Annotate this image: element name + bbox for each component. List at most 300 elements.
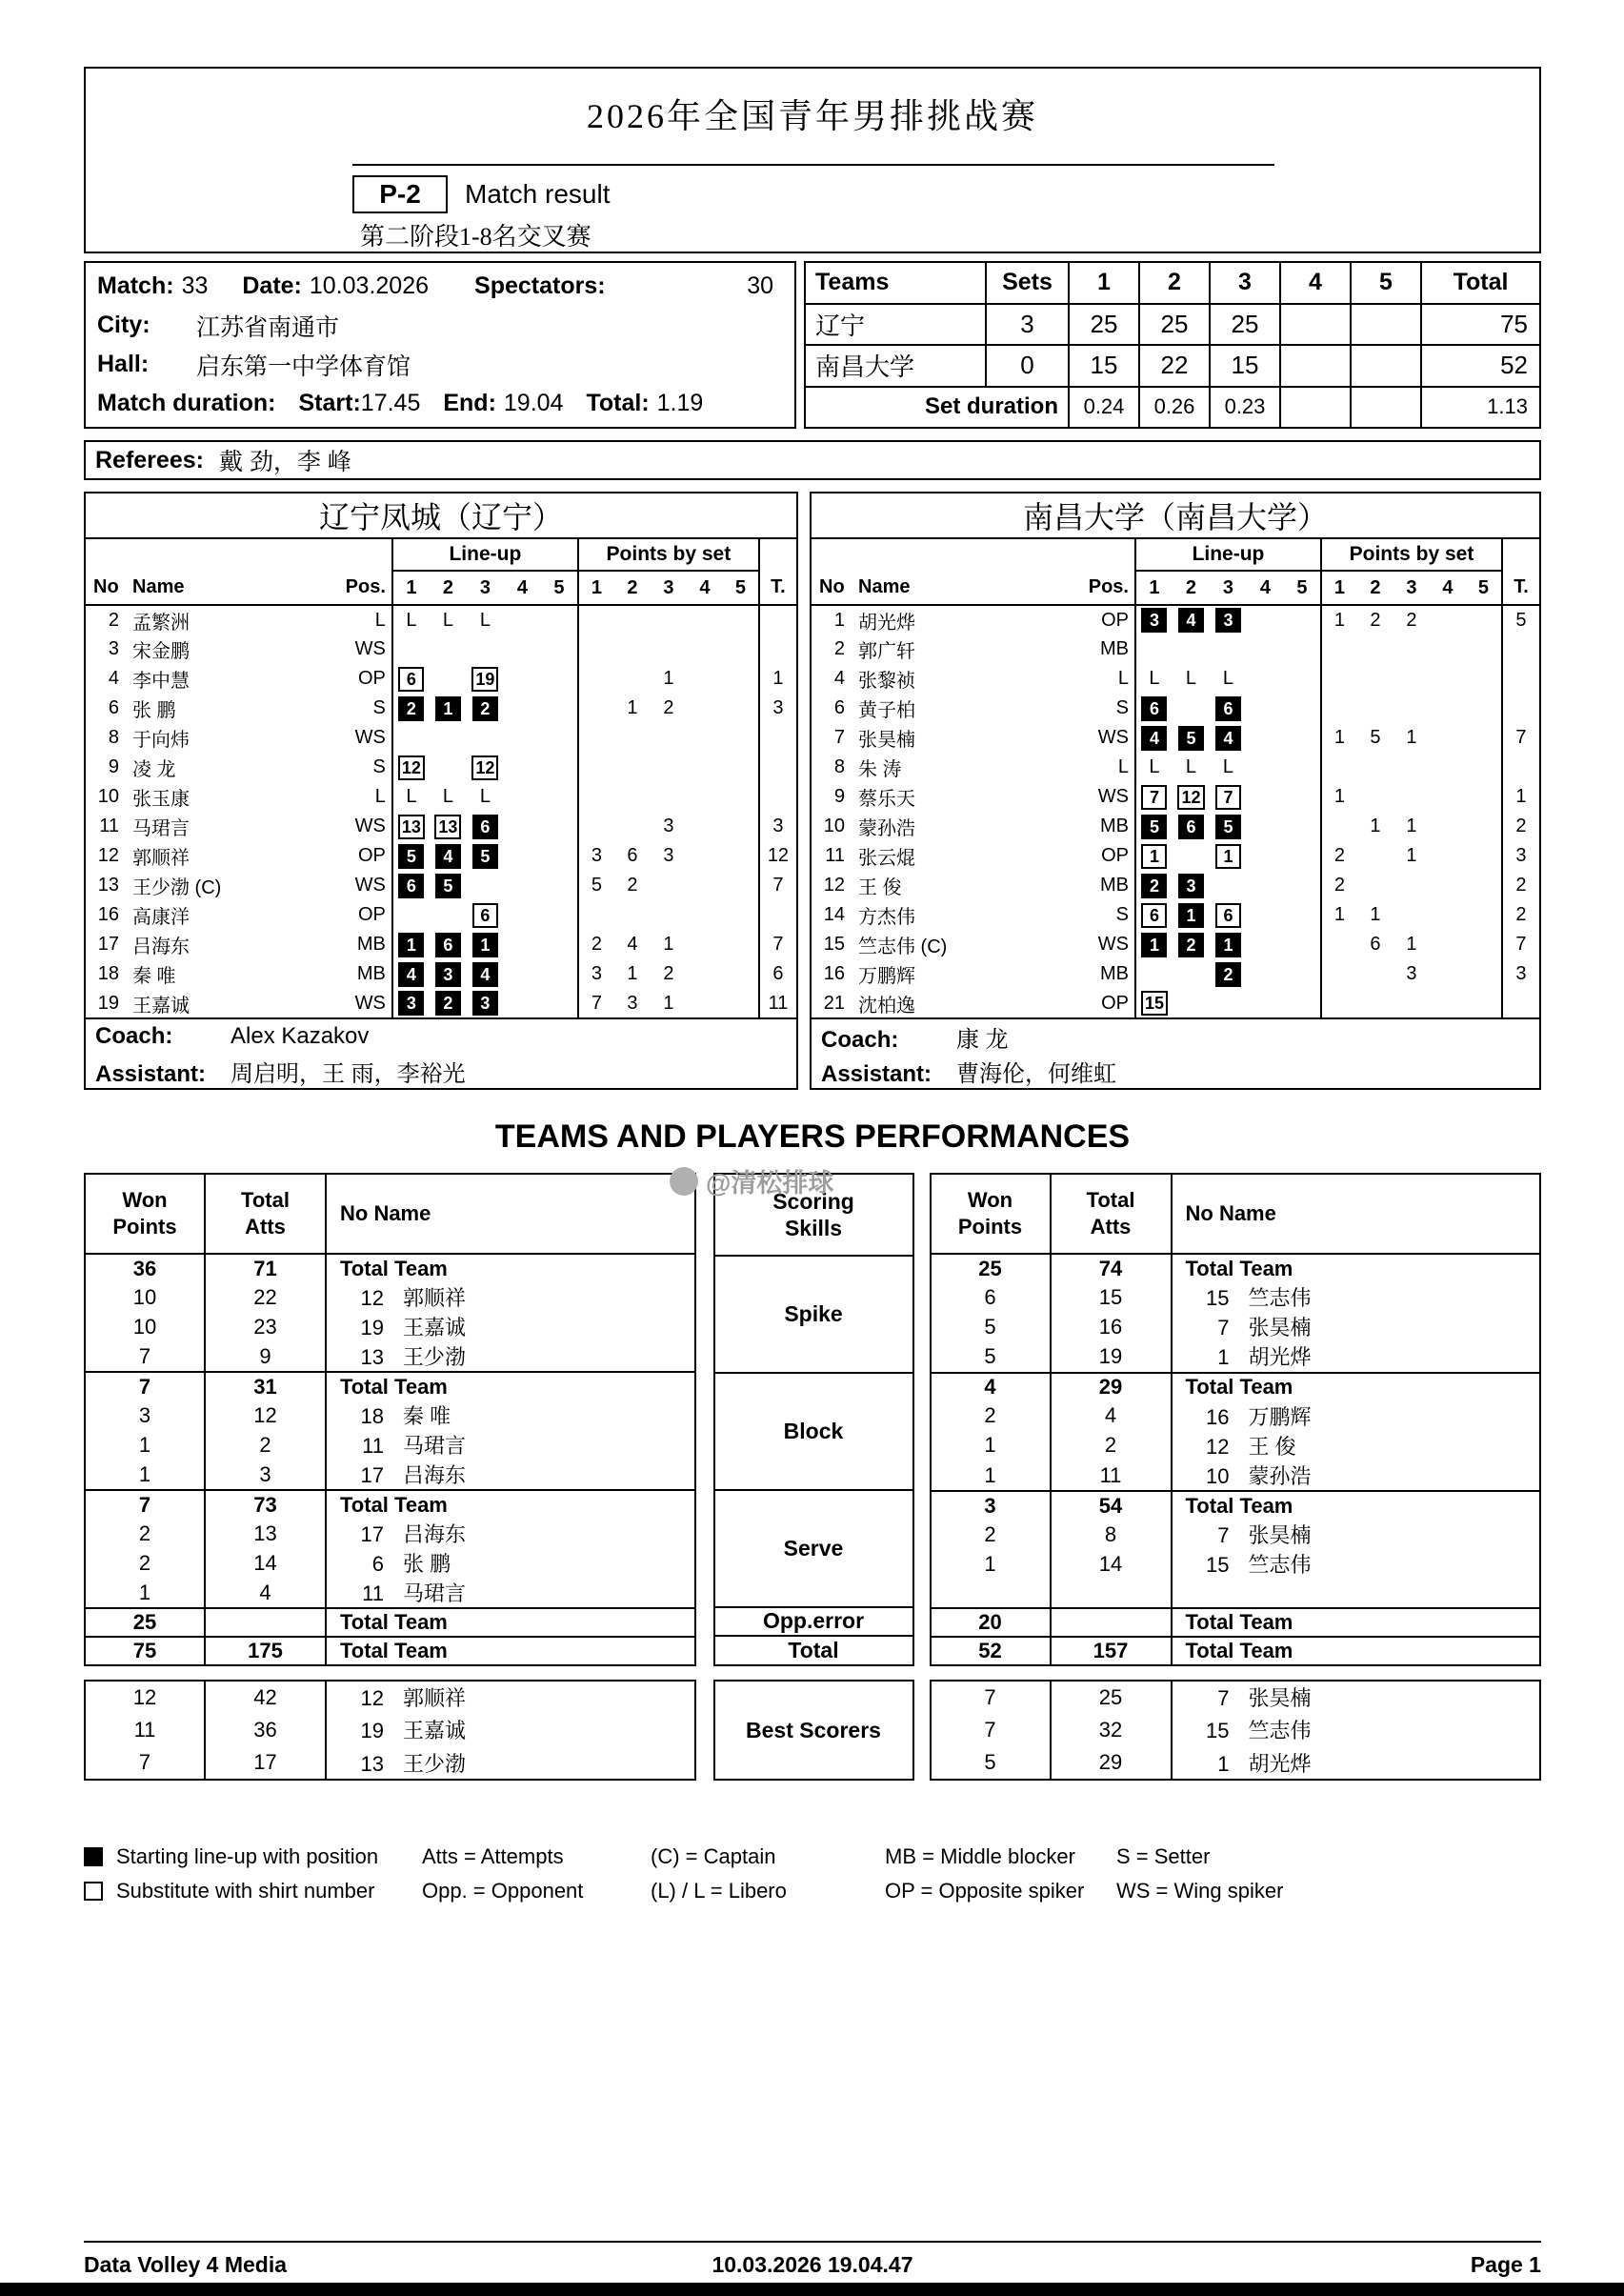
- won-points: 7: [931, 1714, 1051, 1747]
- points-by-set-cell: 1: [663, 934, 674, 955]
- player-cell: [326, 1341, 695, 1372]
- col-points-set: 2: [1357, 571, 1393, 605]
- total-atts: [205, 1608, 326, 1637]
- player-name: 王嘉诚: [403, 1316, 467, 1339]
- legend-item: [1116, 1879, 1541, 1903]
- col-name: Name: [129, 571, 320, 605]
- player-number: 17: [97, 934, 119, 955]
- points-total: 52: [1421, 345, 1540, 387]
- lineup-cell: [392, 900, 430, 930]
- starting-position-box: 2: [1215, 962, 1241, 987]
- legend-item: [885, 1879, 1116, 1903]
- won-points: 1: [931, 1460, 1051, 1491]
- player-points-total: 7: [1502, 723, 1540, 753]
- col-lineup-set: 5: [1284, 571, 1321, 605]
- player-row: [85, 723, 797, 753]
- total-atts-header: [205, 1174, 326, 1254]
- total-atts: 71: [205, 1254, 326, 1282]
- points-by-set-cell: [687, 871, 723, 900]
- won-header-line1: Won: [122, 1188, 168, 1212]
- player-name: 蔡乐天: [858, 789, 915, 810]
- points-by-set-cell: [687, 989, 723, 1018]
- player-row: [85, 605, 797, 634]
- lineup-cell: [504, 841, 541, 871]
- performances-title: TEAMS AND PLAYERS PERFORMANCES: [494, 1118, 1131, 1155]
- points-by-set-cell: [1466, 782, 1502, 812]
- footer-app-name: Data Volley 4 Media: [84, 2252, 288, 2277]
- points-by-set-cell: [651, 900, 687, 930]
- won-points: 20: [931, 1608, 1051, 1637]
- points-by-set-cell: [1393, 694, 1430, 723]
- lineup-cell: L: [1185, 756, 1197, 777]
- points-by-set-cell: 1: [1321, 900, 1357, 930]
- player-row: [85, 694, 797, 723]
- lineup-cell: [541, 871, 578, 900]
- lineup-cell: [1173, 959, 1210, 989]
- won-points: 10: [85, 1312, 205, 1341]
- player-cell: [1172, 1312, 1541, 1341]
- points-by-set-cell: [1430, 694, 1466, 723]
- points-by-set-cell: 1: [1321, 723, 1357, 753]
- end-value: 19.04: [503, 390, 564, 416]
- player-points-total: 5: [1502, 605, 1540, 634]
- player-position: L: [1117, 668, 1129, 689]
- team-name: 南昌大学: [805, 345, 986, 387]
- player-points-total: 12: [759, 841, 797, 871]
- skill-row: [714, 1490, 913, 1607]
- won-points: 5: [931, 1746, 1051, 1780]
- player-position: L: [374, 609, 386, 631]
- player-row: [811, 930, 1540, 959]
- col-pos: Pos.: [320, 571, 392, 605]
- won-points: 1: [931, 1431, 1051, 1460]
- total-atts: [1051, 1580, 1172, 1608]
- start-label: Start:: [298, 390, 361, 416]
- legend-text: Opp. = Opponent: [422, 1879, 584, 1903]
- player-points-total: 3: [759, 812, 797, 841]
- points-by-set-cell: [723, 605, 759, 634]
- player-row: [85, 664, 797, 694]
- player-number: 15: [1206, 1553, 1230, 1578]
- player-number: 10: [823, 816, 845, 836]
- player-number: 10: [97, 786, 119, 807]
- player-name: 万鹏辉: [858, 966, 915, 987]
- total-label: Total:: [586, 390, 650, 416]
- lineup-cell: [467, 664, 504, 694]
- performance-row: [931, 1746, 1541, 1780]
- lineup-cell: [1284, 694, 1321, 723]
- assistant-name: 周启明，王 雨，李裕光: [231, 1060, 466, 1087]
- total-atts: 74: [1051, 1254, 1172, 1282]
- legend-item: [422, 1879, 651, 1903]
- col-points-set: 5: [1466, 571, 1502, 605]
- player-cell: [326, 1578, 695, 1608]
- won-points: 2: [931, 1401, 1051, 1431]
- performance-row: [85, 1714, 695, 1747]
- starting-position-box: 3: [1215, 608, 1241, 633]
- points-by-set-cell: [1321, 959, 1357, 989]
- legend-text: (C) = Captain: [651, 1844, 776, 1868]
- player-name: 胡光烨: [858, 612, 915, 634]
- team-table-home: [84, 492, 798, 1090]
- legend-item: [651, 1844, 885, 1869]
- col-name: Name: [854, 571, 1063, 605]
- legend-item: [651, 1879, 885, 1903]
- player-name: 郭顺祥: [403, 1286, 467, 1310]
- points-by-set-cell: 2: [1406, 609, 1417, 631]
- points-by-set-cell: [614, 782, 651, 812]
- coach-cell: [85, 1018, 797, 1054]
- performance-row: [931, 1549, 1541, 1579]
- player-name: 竺志伟: [1248, 1719, 1312, 1743]
- points-by-set-cell: [1393, 782, 1430, 812]
- hall-label: Hall:: [97, 351, 150, 377]
- performance-row: [85, 1519, 695, 1548]
- duration-label: Match duration:: [97, 390, 276, 416]
- coach-row: [85, 1018, 797, 1054]
- starting-position-box: 3: [1141, 608, 1167, 633]
- points-by-set-cell: [1466, 871, 1502, 900]
- lineup-cell: [430, 989, 467, 1018]
- points-by-set-cell: [687, 812, 723, 841]
- player-row: [811, 871, 1540, 900]
- won-points: 6: [931, 1282, 1051, 1312]
- points-by-set-cell: [1430, 959, 1466, 989]
- player-points-total: 2: [1502, 871, 1540, 900]
- starting-position-box: 1: [398, 933, 424, 957]
- player-row: [811, 989, 1540, 1018]
- best-scorers-label: Best Scorers: [714, 1681, 913, 1780]
- lineup-cell: [430, 634, 467, 664]
- lineup-cell: [1173, 930, 1210, 959]
- player-cell: [1172, 1431, 1541, 1460]
- player-row: [811, 841, 1540, 871]
- score-header-cell: Sets: [986, 262, 1069, 304]
- starting-position-box: 6: [398, 874, 424, 898]
- player-name: 孟繁洲: [132, 612, 190, 634]
- performance-row: [85, 1430, 695, 1460]
- stage-label: 第二阶段1-8名交叉赛: [360, 223, 591, 251]
- player-name: 胡光烨: [1248, 1751, 1312, 1776]
- won-points: 7: [85, 1490, 205, 1519]
- set-points: 25: [1139, 304, 1210, 346]
- perf-table-away: [930, 1173, 1542, 1666]
- player-position: L: [1117, 756, 1129, 777]
- player-row: [811, 664, 1540, 694]
- set-duration-row: [805, 387, 1540, 429]
- col-lineup-set: 4: [1247, 571, 1284, 605]
- lineup-cell: [467, 812, 504, 841]
- lineup-cell: [1247, 900, 1284, 930]
- substitute-box: 15: [1141, 991, 1168, 1016]
- lineup-cell: [1284, 605, 1321, 634]
- performance-row: [931, 1491, 1541, 1520]
- best-scorers-away: [930, 1680, 1542, 1781]
- points-by-set-cell: [1357, 871, 1393, 900]
- player-cell: [1172, 1549, 1541, 1579]
- points-by-set-cell: [651, 753, 687, 782]
- performance-row: [85, 1254, 695, 1282]
- points-by-set-cell: [687, 694, 723, 723]
- points-by-set-cell: [1466, 959, 1502, 989]
- player-name: 蒙孙浩: [858, 818, 915, 839]
- points-by-set-cell: [1321, 753, 1357, 782]
- starting-position-box: 3: [435, 962, 461, 987]
- coach-row: [811, 1018, 1540, 1054]
- starting-position-box: 6: [1141, 696, 1167, 721]
- player-points-total: [1502, 753, 1540, 782]
- player-points-total: 7: [1502, 930, 1540, 959]
- points-by-set-cell: [578, 605, 614, 634]
- total-atts: 32: [1051, 1714, 1172, 1747]
- col-points-set: 4: [687, 571, 723, 605]
- best-scorers-home: [84, 1680, 696, 1781]
- total-atts: 9: [205, 1341, 326, 1372]
- team-tables-section: [84, 492, 1541, 1090]
- team-title: 南昌大学（南昌大学）: [811, 493, 1540, 538]
- points-by-set-cell: [1430, 634, 1466, 664]
- points-by-set-cell: [723, 753, 759, 782]
- col-points-set: 1: [1321, 571, 1357, 605]
- score-table: [804, 261, 1541, 429]
- total-atts: 4: [1051, 1401, 1172, 1431]
- player-cell: [326, 1519, 695, 1548]
- points-by-set-cell: [723, 664, 759, 694]
- starting-position-box: 2: [1178, 933, 1204, 957]
- sets-won: 3: [986, 304, 1069, 346]
- player-name: 张玉康: [132, 789, 190, 810]
- player-cell: Total Team: [1172, 1491, 1541, 1520]
- team-group-header-row: [85, 538, 797, 571]
- match-summary-section: [84, 261, 1541, 429]
- player-name: 于向炜: [132, 730, 190, 751]
- skill-row: [714, 1373, 913, 1490]
- atts-header-line2: Atts: [245, 1215, 286, 1239]
- performance-row: [931, 1282, 1541, 1312]
- lineup-cell: [1135, 605, 1173, 634]
- starting-position-box: 4: [1215, 726, 1241, 751]
- lineup-cell: [1210, 694, 1247, 723]
- lineup-header: Line-up: [1135, 538, 1321, 571]
- points-by-set-cell: [1321, 930, 1357, 959]
- points-by-set-cell: [1430, 989, 1466, 1018]
- lineup-cell: [1284, 930, 1321, 959]
- player-number: 9: [833, 786, 845, 807]
- starting-position-box: 6: [1215, 696, 1241, 721]
- player-position: OP: [357, 904, 386, 925]
- lineup-cell: [467, 959, 504, 989]
- points-by-set-cell: [723, 841, 759, 871]
- skill-block-label: Block: [714, 1373, 913, 1490]
- player-points-total: [1502, 989, 1540, 1018]
- col-lineup-set: 5: [541, 571, 578, 605]
- won-points: 5: [931, 1312, 1051, 1341]
- performance-row: [931, 1460, 1541, 1491]
- player-number: 9: [108, 756, 119, 777]
- performance-row: [85, 1312, 695, 1341]
- total-atts: 16: [1051, 1312, 1172, 1341]
- set-points: [1280, 304, 1351, 346]
- player-cell: [1172, 1460, 1541, 1491]
- player-position: MB: [356, 963, 386, 984]
- player-cell: [1172, 1746, 1541, 1780]
- atts-header-line1: Total: [1086, 1188, 1135, 1212]
- won-points-header: [931, 1174, 1051, 1254]
- skill-serve-label: Serve: [714, 1490, 913, 1607]
- player-row: [85, 753, 797, 782]
- total-atts: [1051, 1608, 1172, 1637]
- lineup-cell: [1210, 959, 1247, 989]
- points-by-set-cell: [1357, 753, 1393, 782]
- points-by-set-cell: 1: [1321, 782, 1357, 812]
- player-number: 18: [360, 1404, 384, 1428]
- lineup-cell: [504, 812, 541, 841]
- col-no: No: [811, 571, 854, 605]
- player-row: [85, 871, 797, 900]
- page-title: 2026年全国青年男排挑战赛: [586, 97, 1038, 135]
- player-position: WS: [1097, 727, 1129, 748]
- points-by-set-cell: [723, 723, 759, 753]
- performance-row: [85, 1372, 695, 1400]
- atts-header-line1: Total: [241, 1188, 290, 1212]
- total-atts: 73: [205, 1490, 326, 1519]
- player-name: 马珺言: [132, 818, 190, 839]
- player-name: 王嘉诚: [403, 1719, 467, 1743]
- assistant-cell: [811, 1054, 1540, 1089]
- lineup-cell: [504, 753, 541, 782]
- points-by-set-cell: [614, 900, 651, 930]
- player-row: [85, 841, 797, 871]
- total-atts: 36: [205, 1714, 326, 1747]
- performance-row: [931, 1580, 1541, 1608]
- player-number: 12: [360, 1686, 384, 1711]
- lineup-cell: [1247, 753, 1284, 782]
- lineup-cell: [1284, 871, 1321, 900]
- won-points: 2: [931, 1520, 1051, 1549]
- legend-text: MB = Middle blocker: [885, 1844, 1075, 1868]
- won-points: 3: [85, 1400, 205, 1430]
- total-atts: 175: [205, 1637, 326, 1665]
- col-lineup-set: 3: [1210, 571, 1247, 605]
- points-by-set-cell: [651, 605, 687, 634]
- performance-row: [85, 1681, 695, 1714]
- perf-header-row: [931, 1174, 1541, 1254]
- team-group-header-row: [811, 538, 1540, 571]
- legend-text: Substitute with shirt number: [116, 1879, 375, 1903]
- coach-name: 康 龙: [956, 1026, 1009, 1053]
- skill-spike-label: Spike: [714, 1256, 913, 1373]
- points-by-set-cell: 1: [663, 992, 674, 1014]
- player-points-total: [759, 634, 797, 664]
- set-duration-value: 0.24: [1069, 387, 1139, 429]
- team-name: 辽宁: [805, 304, 986, 346]
- set-points: [1280, 345, 1351, 387]
- total-atts: 2: [205, 1430, 326, 1460]
- score-header-cell: Total: [1421, 262, 1540, 304]
- starting-position-box: 6: [435, 933, 461, 957]
- city-value: 江苏省南通市: [196, 313, 340, 341]
- points-by-set-cell: [687, 723, 723, 753]
- player-cell: Total Team: [340, 1256, 448, 1280]
- points-by-set-cell: [723, 930, 759, 959]
- points-by-set-cell: 1: [1406, 727, 1417, 748]
- lineup-cell: [504, 782, 541, 812]
- points-by-set-cell: 2: [1321, 841, 1357, 871]
- points-by-set-cell: 1: [1321, 605, 1357, 634]
- points-by-set-cell: 1: [1406, 845, 1417, 866]
- won-points: 7: [85, 1746, 205, 1780]
- player-row: [811, 812, 1540, 841]
- points-by-set-cell: [1393, 753, 1430, 782]
- legend: [84, 1840, 1541, 1908]
- lineup-cell: [1210, 930, 1247, 959]
- lineup-cell: [504, 989, 541, 1018]
- lineup-cell: L: [1185, 668, 1197, 689]
- won-points: 4: [931, 1373, 1051, 1401]
- lineup-cell: L: [442, 609, 453, 631]
- points-by-set-cell: [614, 753, 651, 782]
- player-number: 3: [108, 638, 119, 659]
- lineup-cell: [392, 812, 430, 841]
- total-atts: 11: [1051, 1460, 1172, 1491]
- won-points: 7: [85, 1341, 205, 1372]
- player-number: 11: [362, 1434, 384, 1458]
- player-cell: [1172, 1282, 1541, 1312]
- points-by-set-cell: [1430, 930, 1466, 959]
- player-points-total: [1502, 664, 1540, 694]
- starting-position-box: 5: [435, 874, 461, 898]
- player-name: 张 鹏: [132, 700, 176, 721]
- player-name: 竺志伟: [1248, 1286, 1312, 1311]
- lineup-cell: L: [1135, 753, 1173, 782]
- lineup-cell: [1173, 900, 1210, 930]
- player-number: 11: [825, 845, 845, 866]
- match-report-page: [84, 0, 1541, 2296]
- points-by-set-cell: [651, 871, 687, 900]
- player-name: 秦 唯: [132, 966, 176, 987]
- points-by-set-cell: [723, 812, 759, 841]
- points-by-set-cell: [1466, 723, 1502, 753]
- starting-position-box: 3: [1178, 874, 1204, 898]
- match-info-row: [97, 267, 783, 306]
- points-by-set-cell: 3: [663, 816, 674, 836]
- player-number: 4: [833, 668, 845, 689]
- performance-row: [85, 1490, 695, 1519]
- perf-header-row: [85, 1174, 695, 1254]
- page-footer: [84, 2241, 1541, 2278]
- starting-position-box: 5: [1178, 726, 1204, 751]
- player-position: OP: [1101, 992, 1129, 1014]
- spacer: [1502, 538, 1540, 571]
- performance-row: [931, 1520, 1541, 1549]
- starting-position-box: 4: [472, 962, 498, 987]
- player-name: 竺志伟 (C): [858, 937, 948, 957]
- total-atts: 14: [205, 1548, 326, 1578]
- col-lineup-set: 3: [467, 571, 504, 605]
- starting-position-box: 2: [398, 696, 424, 721]
- points-by-set-cell: [687, 605, 723, 634]
- player-cell: Total Team: [1172, 1608, 1541, 1637]
- lineup-cell: [430, 930, 467, 959]
- points-by-set-cell: [651, 723, 687, 753]
- lineup-cell: [1135, 871, 1173, 900]
- points-by-set-cell: [687, 782, 723, 812]
- player-row: [811, 723, 1540, 753]
- substitute-box: 13: [398, 815, 425, 839]
- lineup-cell: [541, 694, 578, 723]
- player-name: 张昊楠: [1248, 1316, 1312, 1340]
- set-points: 15: [1069, 345, 1139, 387]
